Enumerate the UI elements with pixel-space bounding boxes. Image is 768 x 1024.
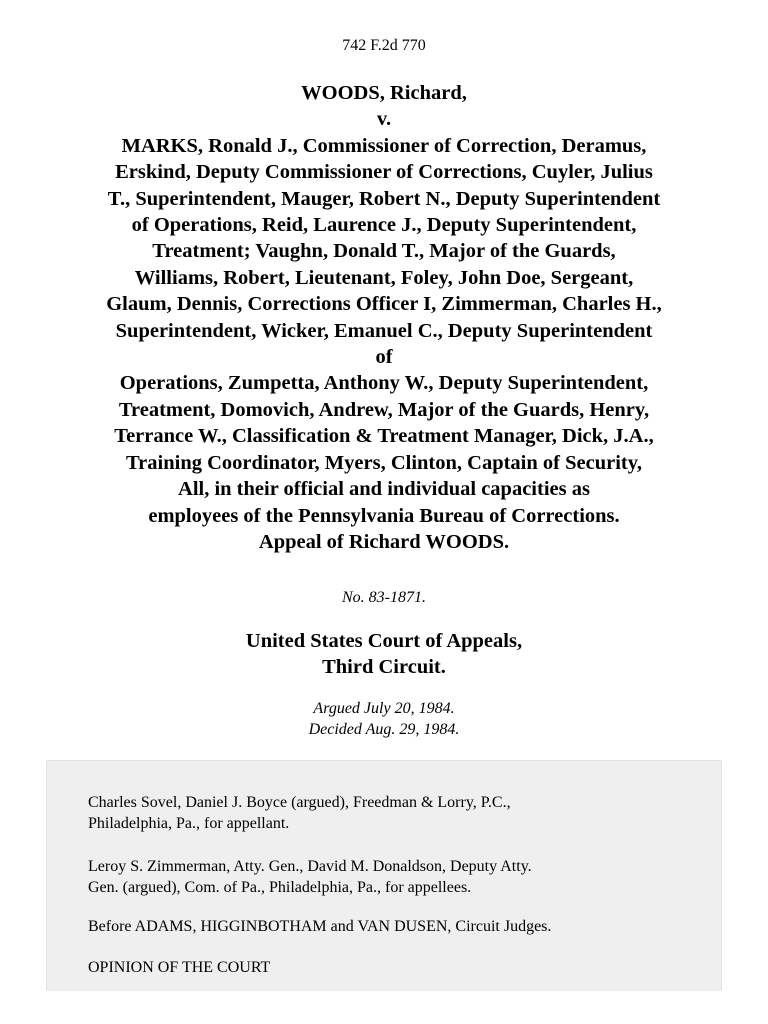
caption-line: of Operations, Reid, Laurence J., Deputy Superintendent, (131, 214, 637, 237)
decided-date: Decided Aug. 29, 1984. (308, 721, 460, 738)
caption-line: of (375, 346, 393, 369)
case-dates (0, 698, 768, 740)
court-circuit-line: Third Circuit. (322, 656, 446, 678)
appellant-counsel (88, 792, 708, 834)
caption-line: Treatment; Vaughn, Donald T., Major of the Guards, (152, 240, 616, 263)
caption-line: Terrance W., Classification & Treatment Manager, Dick, J.A., (114, 425, 654, 448)
caption-line: Appeal of Richard WOODS. (258, 530, 510, 553)
docket-number: No. 83-1871. (342, 589, 426, 606)
caption-line: Treatment, Domovich, Andrew, Major of the Guards, Henry, (118, 398, 650, 421)
judges-line: Before ADAMS, HIGGINBOTHAM and VAN DUSEN, Circuit Judges. (88, 918, 552, 935)
court-name-line: United States Court of Appeals, (245, 630, 523, 652)
appellant-counsel-line: Philadelphia, Pa., for appellant. (88, 815, 290, 832)
counsel-panel (46, 760, 722, 991)
appellee-counsel-line: Leroy S. Zimmerman, Atty. Gen., David M. Donaldson, Deputy Atty. (88, 858, 532, 875)
caption-line: Operations, Zumpetta, Anthony W., Deputy Superintendent, (119, 372, 649, 395)
appellee-counsel (88, 856, 708, 898)
caption-line: T., Superintendent, Mauger, Robert N., Deputy Superintendent (107, 187, 661, 210)
caption-line: All, in their official and individual capacities as (178, 478, 590, 501)
court-name (0, 628, 768, 680)
caption-line: employees of the Pennsylvania Bureau of Corrections. (148, 504, 620, 527)
caption-line: MARKS, Ronald J., Commissioner of Correction, Deramus, (121, 134, 647, 157)
caption-line: Training Coordinator, Myers, Clinton, Captain of Security, (126, 451, 642, 474)
caption-line: Glaum, Dennis, Corrections Officer I, Zimmerman, Charles H., (106, 293, 662, 316)
opinion-heading: OPINION OF THE COURT (88, 959, 271, 976)
caption-line: Erskind, Deputy Commissioner of Corrections, Cuyler, Julius (115, 161, 653, 184)
caption-line: v. (376, 108, 392, 131)
case-citation: 742 F.2d 770 (342, 37, 426, 54)
caption-line: Williams, Robert, Lieutenant, Foley, John Doe, Sergeant, (134, 266, 634, 289)
caption-line: WOODS, Richard, (301, 82, 467, 104)
argued-date: Argued July 20, 1984. (313, 700, 455, 717)
case-caption (36, 80, 732, 555)
appellee-counsel-line: Gen. (argued), Com. of Pa., Philadelphia, Pa., for appellees. (88, 879, 472, 896)
appellant-counsel-line: Charles Sovel, Daniel J. Boyce (argued), Freedman & Lorry, P.C., (88, 794, 511, 811)
caption-line: Superintendent, Wicker, Emanuel C., Deputy Superintendent (115, 319, 653, 342)
